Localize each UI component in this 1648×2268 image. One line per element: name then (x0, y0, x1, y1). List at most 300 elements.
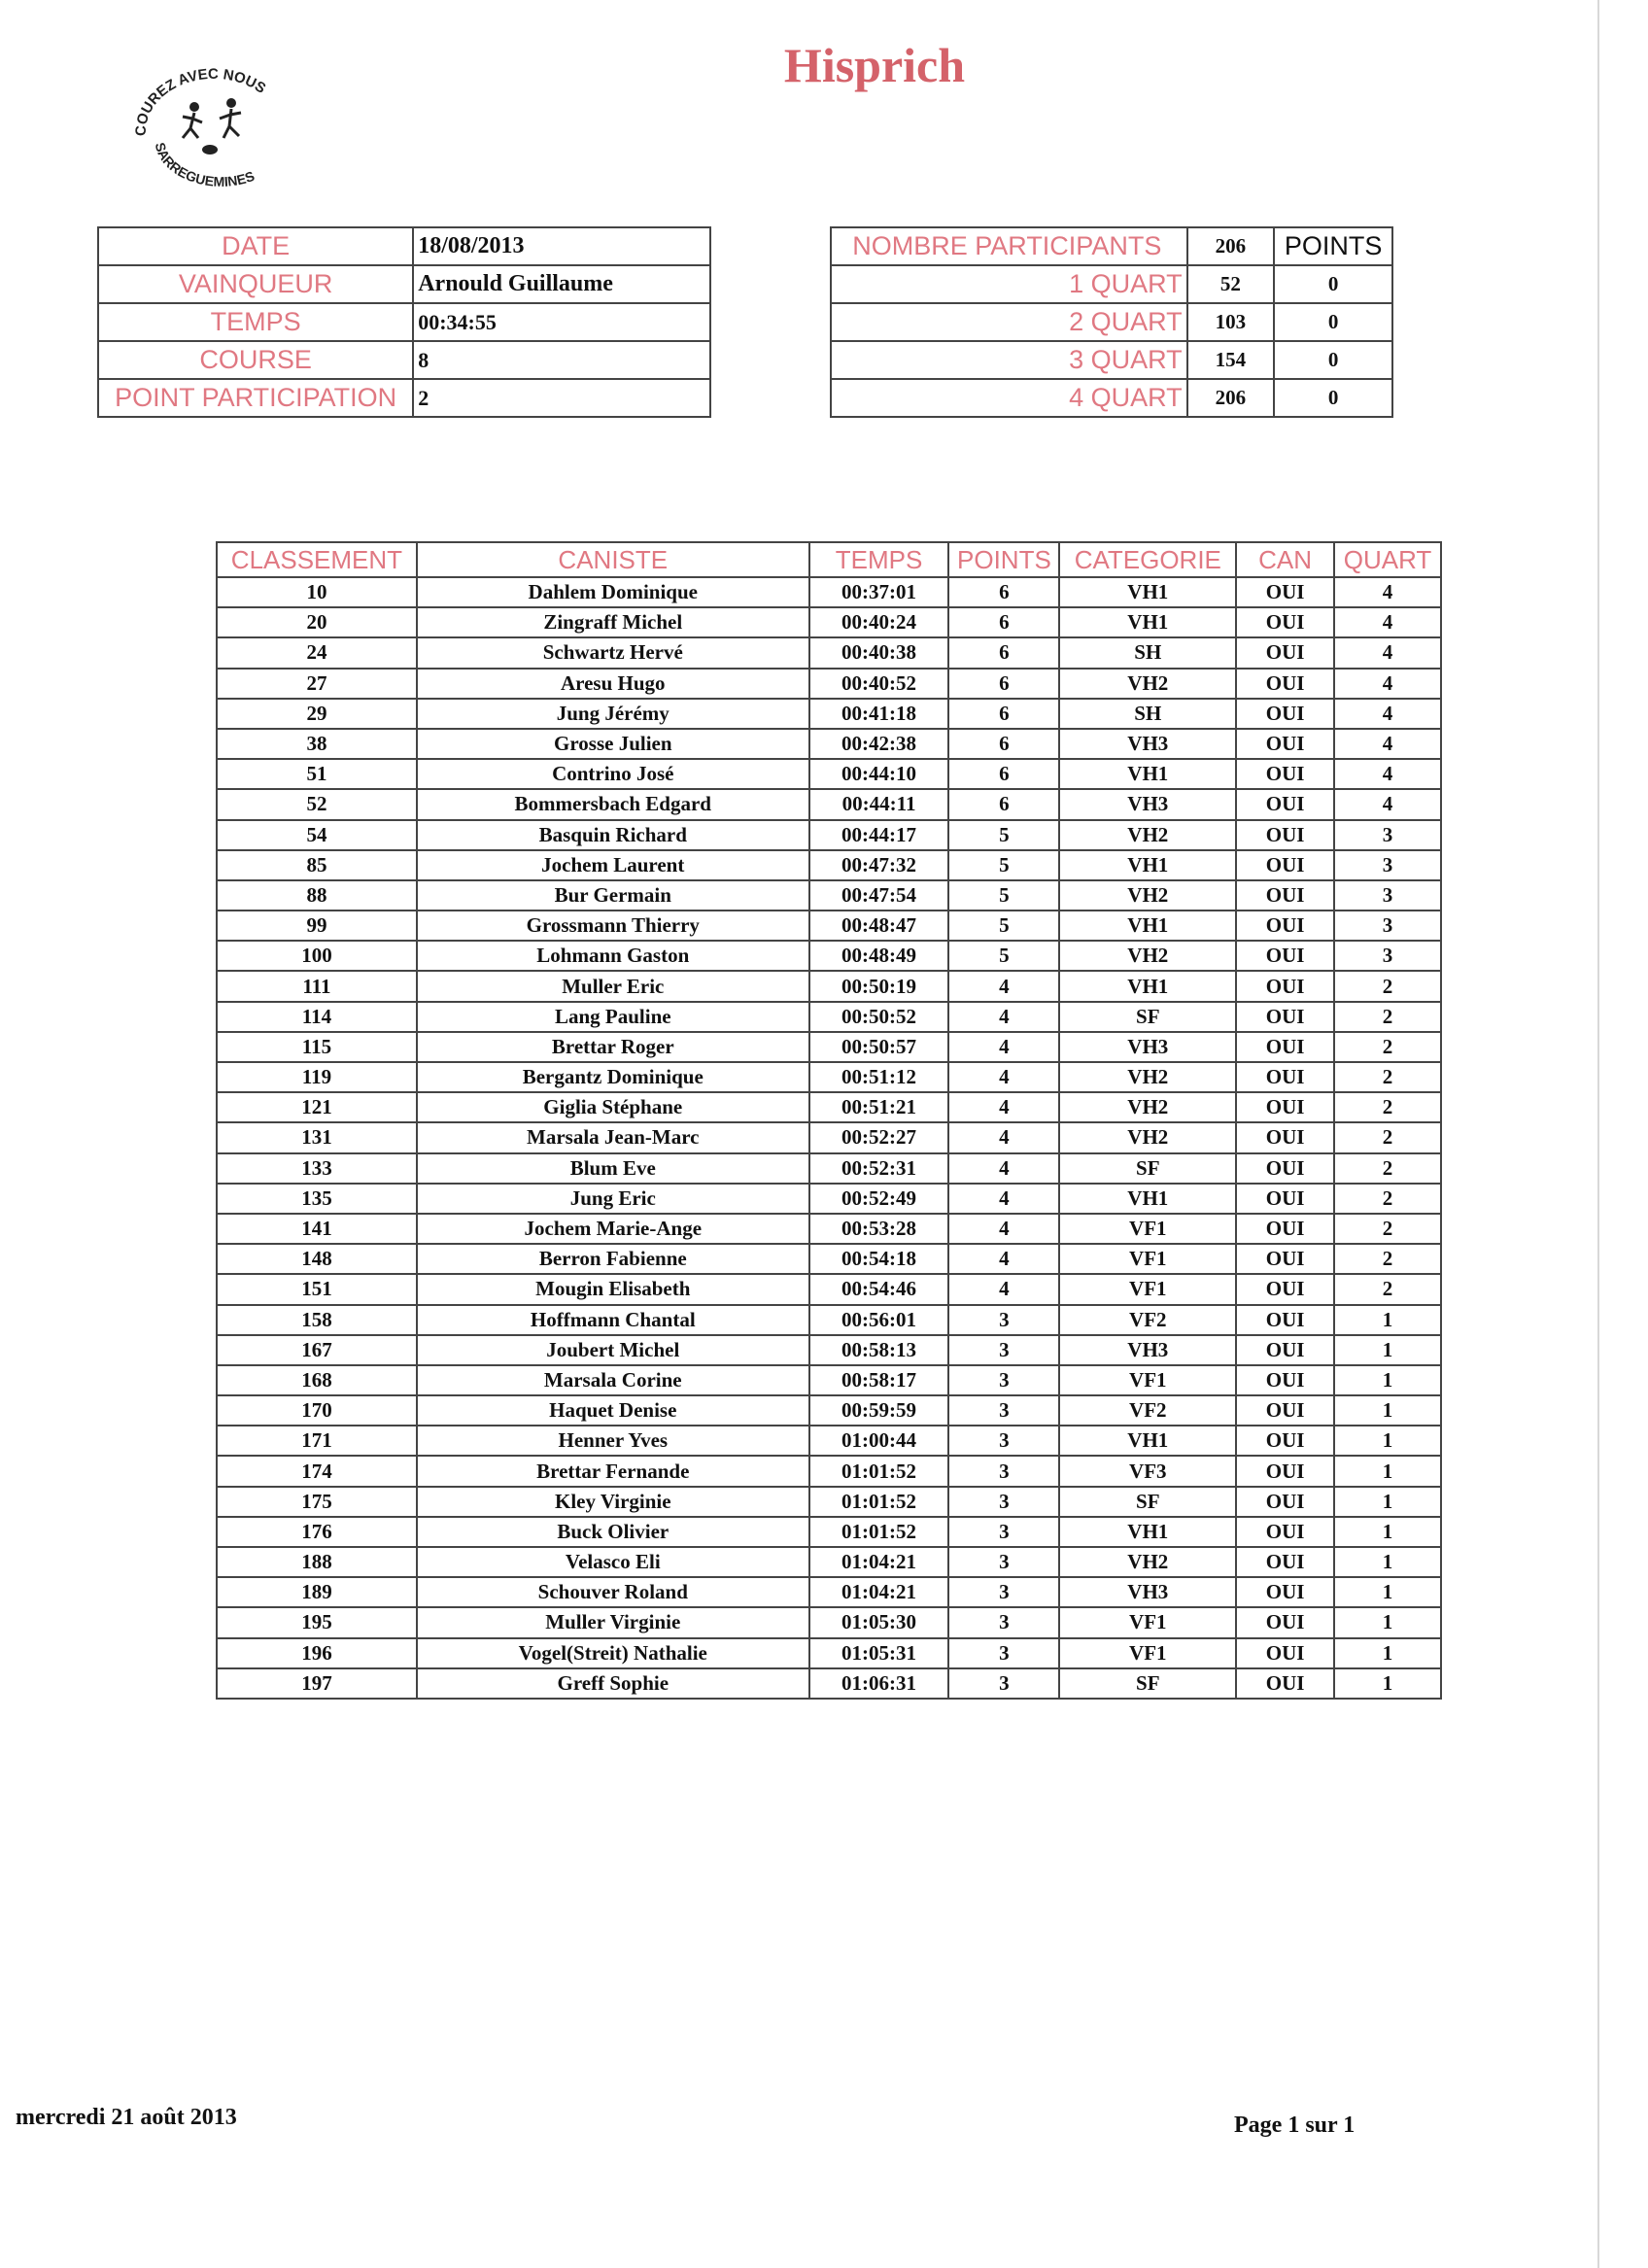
category-cell: SH (1059, 699, 1236, 729)
table-row (217, 1456, 1441, 1486)
can-cell: OUI (1236, 1335, 1334, 1365)
category-cell: VH1 (1059, 607, 1236, 637)
rank-cell: 115 (217, 1032, 417, 1062)
name-cell: Velasco Eli (417, 1547, 809, 1577)
name-cell: Bommersbach Edgard (417, 789, 809, 819)
time-cell: 00:41:18 (809, 699, 949, 729)
time-cell: 00:40:52 (809, 669, 949, 699)
points-cell: 5 (948, 941, 1059, 971)
rank-cell: 54 (217, 820, 417, 850)
name-cell: Jochem Laurent (417, 850, 809, 880)
table-row (217, 607, 1441, 637)
points-cell: 3 (948, 1607, 1059, 1637)
rank-cell: 170 (217, 1395, 417, 1426)
table-row (217, 759, 1441, 789)
points-cell: 5 (948, 911, 1059, 941)
quart-cell: 2 (1334, 1184, 1441, 1214)
time-cell: 00:44:10 (809, 759, 949, 789)
quart-cell: 1 (1334, 1668, 1441, 1699)
rank-cell: 24 (217, 637, 417, 668)
table-row (217, 577, 1441, 607)
can-cell: OUI (1236, 1668, 1334, 1699)
can-cell: OUI (1236, 971, 1334, 1001)
quart-cell: 3 (1334, 850, 1441, 880)
rank-cell: 119 (217, 1062, 417, 1092)
rank-cell: 135 (217, 1184, 417, 1214)
time-cell: 01:01:52 (809, 1456, 949, 1486)
quarter-row (831, 341, 1392, 379)
quarter-count: 154 (1187, 341, 1275, 379)
quart-cell: 3 (1334, 880, 1441, 911)
name-cell: Grosse Julien (417, 729, 809, 759)
points-cell: 4 (948, 1274, 1059, 1304)
category-cell: VF1 (1059, 1214, 1236, 1244)
can-cell: OUI (1236, 607, 1334, 637)
can-cell: OUI (1236, 1395, 1334, 1426)
points-cell: 6 (948, 729, 1059, 759)
time-cell: 00:47:32 (809, 850, 949, 880)
quarter-count: 103 (1187, 303, 1275, 341)
can-cell: OUI (1236, 1122, 1334, 1152)
table-row (217, 1547, 1441, 1577)
can-cell: OUI (1236, 1002, 1334, 1032)
time-cell: 01:01:52 (809, 1517, 949, 1547)
quart-cell: 1 (1334, 1305, 1441, 1335)
category-cell: VF1 (1059, 1244, 1236, 1274)
category-cell: VH1 (1059, 1426, 1236, 1456)
rank-cell: 121 (217, 1092, 417, 1122)
points-cell: 3 (948, 1638, 1059, 1668)
winner-label: VAINQUEUR (98, 265, 413, 303)
can-cell: OUI (1236, 880, 1334, 911)
points-cell: 4 (948, 1184, 1059, 1214)
time-cell: 00:40:38 (809, 637, 949, 668)
category-cell: VH1 (1059, 971, 1236, 1001)
can-cell: OUI (1236, 941, 1334, 971)
can-cell: OUI (1236, 1365, 1334, 1395)
name-cell: Schwartz Hervé (417, 637, 809, 668)
table-row (217, 729, 1441, 759)
points-cell: 3 (948, 1426, 1059, 1456)
page-number: Page 1 sur 1 (1234, 2113, 1356, 2138)
name-cell: Vogel(Streit) Nathalie (417, 1638, 809, 1668)
time-cell: 01:05:30 (809, 1607, 949, 1637)
can-cell: OUI (1236, 1274, 1334, 1304)
rank-cell: 114 (217, 1002, 417, 1032)
time-cell: 01:05:31 (809, 1638, 949, 1668)
date-label: DATE (98, 227, 413, 265)
name-cell: Schouver Roland (417, 1577, 809, 1607)
table-row (217, 1517, 1441, 1547)
quarter-row (831, 379, 1392, 417)
rank-cell: 20 (217, 607, 417, 637)
can-cell: OUI (1236, 759, 1334, 789)
participation-value: 2 (413, 379, 710, 417)
quart-cell: 1 (1334, 1607, 1441, 1637)
time-cell: 00:52:27 (809, 1122, 949, 1152)
time-cell: 00:52:49 (809, 1184, 949, 1214)
col-quart: QUART (1334, 542, 1441, 577)
rank-cell: 188 (217, 1547, 417, 1577)
can-cell: OUI (1236, 820, 1334, 850)
time-cell: 00:56:01 (809, 1305, 949, 1335)
name-cell: Berron Fabienne (417, 1244, 809, 1274)
name-cell: Jochem Marie-Ange (417, 1214, 809, 1244)
rank-cell: 38 (217, 729, 417, 759)
points-header: POINTS (1274, 227, 1392, 265)
course-label: COURSE (98, 341, 413, 379)
race-info-table (97, 226, 711, 418)
category-cell: VH2 (1059, 1547, 1236, 1577)
participation-label: POINT PARTICIPATION (98, 379, 413, 417)
category-cell: VH1 (1059, 759, 1236, 789)
name-cell: Contrino José (417, 759, 809, 789)
name-cell: Marsala Jean-Marc (417, 1122, 809, 1152)
name-cell: Dahlem Dominique (417, 577, 809, 607)
rank-cell: 189 (217, 1577, 417, 1607)
table-row (217, 1092, 1441, 1122)
time-cell: 00:58:13 (809, 1335, 949, 1365)
points-cell: 6 (948, 699, 1059, 729)
time-cell: 01:06:31 (809, 1668, 949, 1699)
table-row (217, 880, 1441, 911)
points-cell: 6 (948, 577, 1059, 607)
can-cell: OUI (1236, 699, 1334, 729)
time-cell: 00:37:01 (809, 577, 949, 607)
quart-cell: 1 (1334, 1456, 1441, 1486)
category-cell: SF (1059, 1002, 1236, 1032)
name-cell: Zingraff Michel (417, 607, 809, 637)
rank-cell: 176 (217, 1517, 417, 1547)
winner-row (98, 265, 710, 303)
name-cell: Aresu Hugo (417, 669, 809, 699)
category-cell: VH1 (1059, 850, 1236, 880)
time-cell: 00:42:38 (809, 729, 949, 759)
rank-cell: 27 (217, 669, 417, 699)
rank-cell: 141 (217, 1214, 417, 1244)
table-row (217, 1638, 1441, 1668)
table-row (217, 1335, 1441, 1365)
table-row (217, 1244, 1441, 1274)
rank-cell: 111 (217, 971, 417, 1001)
time-cell: 00:54:18 (809, 1244, 949, 1274)
quart-cell: 4 (1334, 637, 1441, 668)
col-categorie: CATEGORIE (1059, 542, 1236, 577)
table-row (217, 1668, 1441, 1699)
quart-cell: 2 (1334, 1032, 1441, 1062)
points-cell: 6 (948, 789, 1059, 819)
time-cell: 00:40:24 (809, 607, 949, 637)
quart-cell: 1 (1334, 1395, 1441, 1426)
quarter-label: 3 QUART (831, 341, 1187, 379)
name-cell: Bur Germain (417, 880, 809, 911)
quarters-table (830, 226, 1393, 418)
points-cell: 6 (948, 637, 1059, 668)
table-row (217, 1487, 1441, 1517)
table-row (217, 1365, 1441, 1395)
can-cell: OUI (1236, 911, 1334, 941)
quarter-points: 0 (1274, 341, 1392, 379)
name-cell: Blum Eve (417, 1153, 809, 1184)
name-cell: Brettar Roger (417, 1032, 809, 1062)
can-cell: OUI (1236, 1517, 1334, 1547)
table-row (217, 1002, 1441, 1032)
quart-cell: 1 (1334, 1517, 1441, 1547)
table-row (217, 850, 1441, 880)
can-cell: OUI (1236, 1214, 1334, 1244)
quarter-count: 52 (1187, 265, 1275, 303)
svg-text:COUREZ AVEC NOUS: COUREZ AVEC NOUS (132, 68, 269, 137)
name-cell: Marsala Corine (417, 1365, 809, 1395)
name-cell: Kley Virginie (417, 1487, 809, 1517)
rank-cell: 133 (217, 1153, 417, 1184)
rank-cell: 171 (217, 1426, 417, 1456)
quart-cell: 1 (1334, 1335, 1441, 1365)
table-row (217, 1305, 1441, 1335)
time-cell: 00:44:11 (809, 789, 949, 819)
quart-cell: 2 (1334, 1274, 1441, 1304)
quart-cell: 1 (1334, 1638, 1441, 1668)
time-cell: 00:50:19 (809, 971, 949, 1001)
time-cell: 00:59:59 (809, 1395, 949, 1426)
quarter-points: 0 (1274, 303, 1392, 341)
rank-cell: 175 (217, 1487, 417, 1517)
points-cell: 3 (948, 1365, 1059, 1395)
quarter-row (831, 265, 1392, 303)
can-cell: OUI (1236, 1426, 1334, 1456)
points-cell: 4 (948, 1244, 1059, 1274)
can-cell: OUI (1236, 1547, 1334, 1577)
points-cell: 6 (948, 759, 1059, 789)
time-cell: 01:00:44 (809, 1426, 949, 1456)
rank-cell: 88 (217, 880, 417, 911)
table-row (217, 820, 1441, 850)
quarter-points: 0 (1274, 379, 1392, 417)
quart-cell: 2 (1334, 1153, 1441, 1184)
can-cell: OUI (1236, 1638, 1334, 1668)
rank-cell: 51 (217, 759, 417, 789)
name-cell: Grossmann Thierry (417, 911, 809, 941)
category-cell: VH2 (1059, 941, 1236, 971)
points-cell: 4 (948, 971, 1059, 1001)
points-cell: 6 (948, 669, 1059, 699)
category-cell: VH3 (1059, 1032, 1236, 1062)
can-cell: OUI (1236, 729, 1334, 759)
table-row (217, 1426, 1441, 1456)
results-table (216, 541, 1442, 1700)
participants-value: 206 (1187, 227, 1275, 265)
category-cell: VF1 (1059, 1638, 1236, 1668)
name-cell: Henner Yves (417, 1426, 809, 1456)
quarter-row (831, 303, 1392, 341)
rank-cell: 29 (217, 699, 417, 729)
time-row (98, 303, 710, 341)
page-edge (1597, 0, 1599, 2268)
name-cell: Buck Olivier (417, 1517, 809, 1547)
category-cell: VH2 (1059, 1062, 1236, 1092)
can-cell: OUI (1236, 577, 1334, 607)
name-cell: Hoffmann Chantal (417, 1305, 809, 1335)
name-cell: Haquet Denise (417, 1395, 809, 1426)
category-cell: VH2 (1059, 880, 1236, 911)
name-cell: Lang Pauline (417, 1002, 809, 1032)
category-cell: VF3 (1059, 1456, 1236, 1486)
time-cell: 00:50:57 (809, 1032, 949, 1062)
col-classement: CLASSEMENT (217, 542, 417, 577)
can-cell: OUI (1236, 1456, 1334, 1486)
svg-text:SARREGUEMINES: SARREGUEMINES (152, 140, 257, 189)
name-cell: Muller Eric (417, 971, 809, 1001)
table-row (217, 1395, 1441, 1426)
table-row (217, 789, 1441, 819)
quart-cell: 2 (1334, 1092, 1441, 1122)
date-row (98, 227, 710, 265)
table-row (217, 1184, 1441, 1214)
quart-cell: 2 (1334, 1062, 1441, 1092)
points-cell: 3 (948, 1487, 1059, 1517)
table-row (217, 637, 1441, 668)
table-row (217, 669, 1441, 699)
rank-cell: 148 (217, 1244, 417, 1274)
can-cell: OUI (1236, 1184, 1334, 1214)
quarter-points: 0 (1274, 265, 1392, 303)
time-cell: 00:50:52 (809, 1002, 949, 1032)
quart-cell: 2 (1334, 1214, 1441, 1244)
points-cell: 5 (948, 820, 1059, 850)
rank-cell: 195 (217, 1607, 417, 1637)
category-cell: VF1 (1059, 1365, 1236, 1395)
category-cell: VF2 (1059, 1305, 1236, 1335)
table-row (217, 1062, 1441, 1092)
participants-label: NOMBRE PARTICIPANTS (831, 227, 1187, 265)
quart-cell: 3 (1334, 941, 1441, 971)
points-cell: 5 (948, 880, 1059, 911)
can-cell: OUI (1236, 669, 1334, 699)
quart-cell: 2 (1334, 971, 1441, 1001)
time-cell: 00:48:49 (809, 941, 949, 971)
rank-cell: 100 (217, 941, 417, 971)
quart-cell: 2 (1334, 1002, 1441, 1032)
time-value: 00:34:55 (413, 303, 710, 341)
name-cell: Bergantz Dominique (417, 1062, 809, 1092)
col-can: CAN (1236, 542, 1334, 577)
points-cell: 4 (948, 1002, 1059, 1032)
category-cell: VH2 (1059, 820, 1236, 850)
name-cell: Jung Eric (417, 1184, 809, 1214)
time-cell: 00:47:54 (809, 880, 949, 911)
rank-cell: 131 (217, 1122, 417, 1152)
table-row (217, 1607, 1441, 1637)
quart-cell: 1 (1334, 1547, 1441, 1577)
time-cell: 01:01:52 (809, 1487, 949, 1517)
quart-cell: 3 (1334, 911, 1441, 941)
time-cell: 00:54:46 (809, 1274, 949, 1304)
course-value: 8 (413, 341, 710, 379)
name-cell: Joubert Michel (417, 1335, 809, 1365)
table-row (217, 941, 1441, 971)
quart-cell: 4 (1334, 729, 1441, 759)
time-cell: 01:04:21 (809, 1577, 949, 1607)
time-cell: 01:04:21 (809, 1547, 949, 1577)
category-cell: VF1 (1059, 1607, 1236, 1637)
category-cell: VH3 (1059, 789, 1236, 819)
quart-cell: 4 (1334, 759, 1441, 789)
points-cell: 5 (948, 850, 1059, 880)
points-cell: 3 (948, 1517, 1059, 1547)
time-cell: 00:51:12 (809, 1062, 949, 1092)
can-cell: OUI (1236, 1153, 1334, 1184)
points-cell: 3 (948, 1335, 1059, 1365)
category-cell: SF (1059, 1487, 1236, 1517)
table-row (217, 1214, 1441, 1244)
category-cell: VH3 (1059, 1577, 1236, 1607)
points-cell: 3 (948, 1577, 1059, 1607)
page-title: Hisprich (783, 38, 966, 92)
name-cell: Muller Virginie (417, 1607, 809, 1637)
quart-cell: 4 (1334, 789, 1441, 819)
category-cell: VH3 (1059, 729, 1236, 759)
category-cell: VH2 (1059, 1122, 1236, 1152)
quart-cell: 1 (1334, 1365, 1441, 1395)
table-row (217, 1577, 1441, 1607)
category-cell: VH2 (1059, 669, 1236, 699)
category-cell: VH1 (1059, 911, 1236, 941)
quarter-label: 2 QUART (831, 303, 1187, 341)
category-cell: VH3 (1059, 1335, 1236, 1365)
quart-cell: 2 (1334, 1244, 1441, 1274)
quart-cell: 3 (1334, 820, 1441, 850)
category-cell: VH1 (1059, 577, 1236, 607)
time-cell: 00:52:31 (809, 1153, 949, 1184)
can-cell: OUI (1236, 1577, 1334, 1607)
quart-cell: 4 (1334, 607, 1441, 637)
name-cell: Mougin Elisabeth (417, 1274, 809, 1304)
club-logo (126, 68, 301, 194)
can-cell: OUI (1236, 1092, 1334, 1122)
quarter-count: 206 (1187, 379, 1275, 417)
time-label: TEMPS (98, 303, 413, 341)
can-cell: OUI (1236, 1062, 1334, 1092)
name-cell: Basquin Richard (417, 820, 809, 850)
rank-cell: 167 (217, 1335, 417, 1365)
table-row (217, 1122, 1441, 1152)
quart-cell: 1 (1334, 1487, 1441, 1517)
can-cell: OUI (1236, 637, 1334, 668)
winner-value: Arnould Guillaume (413, 265, 710, 303)
points-cell: 4 (948, 1092, 1059, 1122)
quarter-label: 1 QUART (831, 265, 1187, 303)
time-cell: 00:51:21 (809, 1092, 949, 1122)
category-cell: VH1 (1059, 1184, 1236, 1214)
date-value: 18/08/2013 (413, 227, 710, 265)
table-row (217, 1153, 1441, 1184)
table-row (217, 699, 1441, 729)
quart-cell: 4 (1334, 669, 1441, 699)
points-cell: 6 (948, 607, 1059, 637)
name-cell: Giglia Stéphane (417, 1092, 809, 1122)
category-cell: VH1 (1059, 1517, 1236, 1547)
can-cell: OUI (1236, 850, 1334, 880)
name-cell: Brettar Fernande (417, 1456, 809, 1486)
points-cell: 3 (948, 1395, 1059, 1426)
category-cell: SF (1059, 1153, 1236, 1184)
time-cell: 00:44:17 (809, 820, 949, 850)
points-cell: 3 (948, 1547, 1059, 1577)
results-header-row (217, 542, 1441, 577)
table-row (217, 1274, 1441, 1304)
points-cell: 4 (948, 1122, 1059, 1152)
category-cell: VF1 (1059, 1274, 1236, 1304)
